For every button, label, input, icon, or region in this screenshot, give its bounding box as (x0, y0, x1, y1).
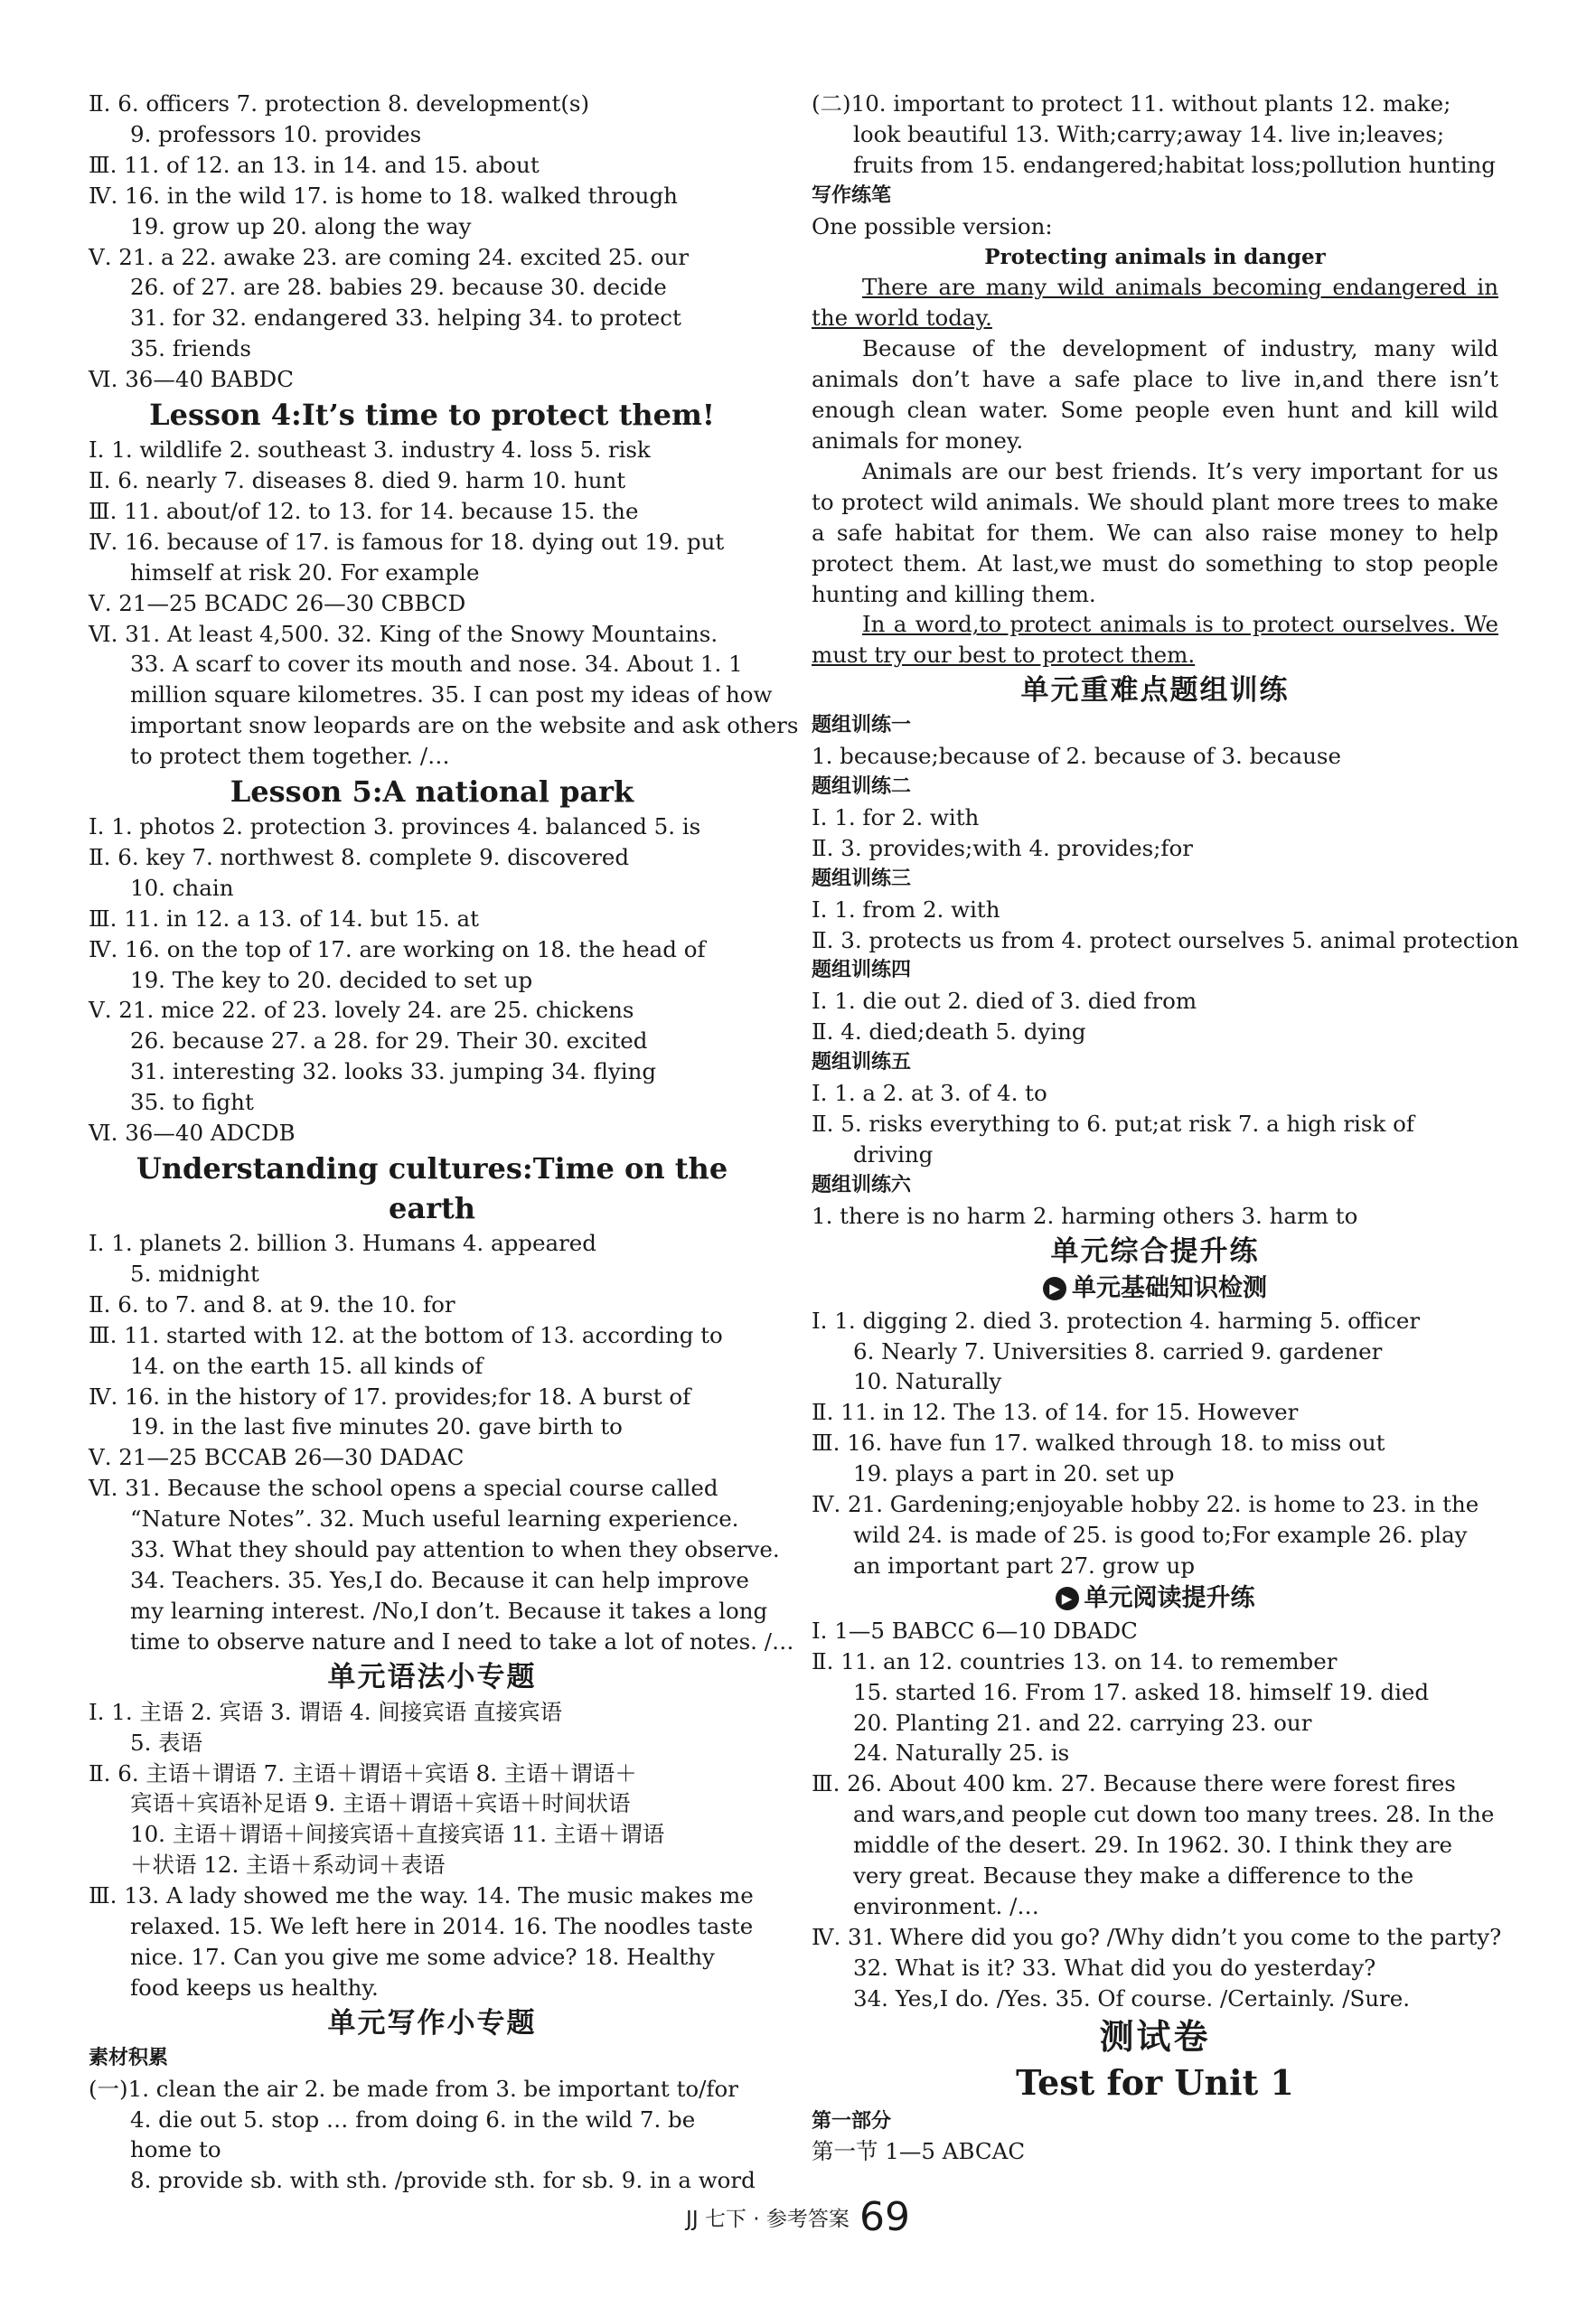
answer-line: Ⅱ. 11. an 12. countries 13. on 14. to remember (812, 1647, 1338, 1674)
answer-line: Ⅵ. 31. At least 4,500. 32. King of the Snowy Mountains. (89, 620, 718, 647)
answer-line: 33. What they should pay attention to when they observe. (130, 1536, 780, 1563)
answer-line: 10. Naturally (853, 1368, 1002, 1395)
answer-line: Ⅰ. 1. photos 2. protection 3. provinces 4. balanced 5. is (89, 813, 701, 840)
answer-line: wild 24. is made of 25. is good to;For example 26. play (853, 1521, 1468, 1548)
answer-line: food keeps us healthy. (130, 1974, 379, 2001)
group-heading: 素材积累 (89, 2046, 169, 2069)
play-icon: ▶ (1043, 1277, 1066, 1300)
right-column (812, 89, 1519, 2167)
answer-line: himself at risk 20. For example (130, 558, 480, 586)
answer-line: 19. grow up 20. along the way (130, 212, 472, 239)
answer-line: 31. interesting 32. looks 33. jumping 34. flying (130, 1058, 657, 1085)
answer-line: 6. Nearly 7. Universities 8. carried 9. gardener (853, 1337, 1383, 1365)
answer-line: Ⅱ. 4. died;death 5. dying (812, 1018, 1086, 1046)
group-heading: 题组训练二 (812, 775, 912, 799)
answer-line: an important part 27. grow up (853, 1552, 1196, 1579)
answer-line: important snow leopards are on the website and ask others (130, 712, 799, 739)
subsection-heading (812, 1581, 1498, 1616)
answer-line: Ⅳ. 16. in the wild 17. is home to 18. walked through (89, 182, 678, 209)
answer-line: 19. The key to 20. decided to set up (130, 966, 533, 993)
answer-line: 19. plays a part in 20. set up (853, 1460, 1175, 1487)
answer-line: Ⅵ. 36—40 BABDC (89, 366, 294, 393)
answer-line: very great. Because they make a difference to the (853, 1862, 1414, 1890)
answer-line: driving (853, 1140, 934, 1168)
answer-line: Ⅰ. 1. planets 2. billion 3. Humans 4. appeared (89, 1230, 596, 1256)
answer-line: ＋状语 12. 主语＋系动词＋表语 (130, 1852, 446, 1879)
answer-line: 34. Teachers. 35. Yes,I do. Because it can help improve (130, 1566, 749, 1593)
subsection-title: 单元基础知识检测 (1072, 1273, 1267, 1302)
answer-line: 31. for 32. endangered 33. helping 34. to protect (130, 305, 681, 332)
answer-line: 24. Naturally 25. is (853, 1740, 1070, 1767)
subsection-title: 单元阅读提升练 (1084, 1583, 1255, 1612)
essay-title: Protecting animals in danger (984, 244, 1326, 269)
answer-line: Ⅱ. 3. provides;with 4. provides;for (812, 834, 1193, 861)
answer-line: Ⅰ. 1. 主语 2. 宾语 3. 谓语 4. 间接宾语 直接宾语 (89, 1698, 563, 1725)
answer-line: Ⅲ. 11. in 12. a 13. of 14. but 15. at (89, 905, 479, 932)
answer-line: Ⅰ. 1. wildlife 2. southeast 3. industry 4. loss 5. risk (89, 436, 651, 464)
answer-line: Ⅱ. 6. nearly 7. diseases 8. died 9. harm 10. hunt (89, 466, 626, 493)
answer-line: Ⅱ. 6. to 7. and 8. at 9. the 10. for (89, 1290, 455, 1318)
answer-line: Ⅲ. 26. About 400 km. 27. Because there were forest fires (812, 1770, 1456, 1797)
answer-line: Ⅳ. 21. Gardening;enjoyable hobby 22. is home to 23. in the (812, 1491, 1479, 1518)
answer-line: Ⅲ. 11. started with 12. at the bottom of 13. according to (89, 1321, 723, 1348)
group-heading: 题组训练六 (812, 1173, 912, 1196)
answer-line: 1. there is no harm 2. harming others 3. harm to (812, 1202, 1358, 1229)
lesson-heading: Lesson 5:A national park (230, 774, 634, 810)
left-column (89, 89, 799, 2196)
answer-line: 4. die out 5. stop … from doing 6. in the wild 7. be (130, 2106, 696, 2133)
group-heading: 写作练笔 (812, 183, 892, 207)
answer-line: Ⅰ. 1. from 2. with (812, 896, 1000, 923)
answer-line: Ⅴ. 21—25 BCCAB 26—30 DADAC (89, 1444, 465, 1471)
group-heading: 第一部分 (812, 2109, 892, 2133)
answer-line: Ⅱ. 6. 主语＋谓语 7. 主语＋谓语＋宾语 8. 主语＋谓语＋ (89, 1759, 637, 1787)
essay-paragraph: There are many wild animals becoming endangered in the world today. (812, 274, 1498, 332)
answer-line: 5. 表语 (130, 1729, 203, 1756)
answer-line: 35. friends (130, 335, 251, 362)
answer-line: 14. on the earth 15. all kinds of (130, 1352, 483, 1379)
answer-line: Ⅰ. 1. digging 2. died 3. protection 4. harming 5. officer (812, 1307, 1421, 1334)
lesson-heading: Understanding cultures:Time on the earth (136, 1151, 728, 1225)
answer-line: 8. provide sb. with sth. /provide sth. for sb. 9. in a word (130, 2167, 756, 2194)
answer-line: 10. 主语＋谓语＋间接宾语＋直接宾语 11. 主语＋谓语 (130, 1821, 665, 1848)
section-heading: 单元语法小专题 (327, 1660, 537, 1693)
essay-paragraph: In a word,to protect animals is to protect ourselves. We must try our best to protect them. (812, 611, 1498, 669)
answer-line: (一)1. clean the air 2. be made from 3. be important to/for (89, 2075, 738, 2102)
lesson-heading: Lesson 4:It’s time to protect them! (149, 398, 715, 433)
answer-line: 19. in the last five minutes 20. gave birth to (130, 1413, 623, 1440)
group-heading: 题组训练三 (812, 867, 912, 890)
answer-line: 第一节 1—5 ABCAC (812, 2138, 1026, 2165)
answer-line: middle of the desert. 29. In 1962. 30. I think they are (853, 1832, 1453, 1859)
essay-paragraph: Because of the development of industry, many wild animals don’t have a safe place to live in,and there isn’t enough clean water. Some people even hunt and kill wild animals for money. (812, 335, 1498, 454)
answer-line: 5. midnight (130, 1260, 259, 1287)
answer-line: 1. because;because of 2. because of 3. because (812, 743, 1341, 770)
answer-line: 32. What is it? 33. What did you do yesterday? (853, 1954, 1376, 1981)
answer-line: 26. because 27. a 28. for 29. Their 30. excited (130, 1027, 648, 1055)
section-heading: 单元重难点题组训练 (1020, 674, 1290, 708)
answer-line: Ⅲ. 13. A lady showed me the way. 14. The music makes me (89, 1882, 754, 1909)
answer-line: Ⅵ. 36—40 ADCDB (89, 1120, 296, 1147)
answer-line: Ⅴ. 21. mice 22. of 23. lovely 24. are 25. chickens (89, 997, 634, 1024)
answer-line: Ⅳ. 16. in the history of 17. provides;for 18. A burst of (89, 1383, 691, 1410)
answer-line: Ⅳ. 16. on the top of 17. are working on 18. the head of (89, 935, 706, 962)
answer-line: 34. Yes,I do. /Yes. 35. Of course. /Certainly. /Sure. (853, 1984, 1411, 2012)
answer-line: and wars,and people cut down too many trees. 28. In the (853, 1801, 1495, 1828)
answer-line: nice. 17. Can you give me some advice? 18. Healthy (130, 1943, 715, 1970)
answer-line: “Nature Notes”. 32. Much useful learning experience. (130, 1505, 739, 1533)
play-icon: ▶ (1056, 1587, 1079, 1610)
answer-line: home to (130, 2136, 221, 2163)
answer-line: my learning interest. /No,I don’t. Because it takes a long (130, 1597, 768, 1624)
answer-line: Ⅴ. 21. a 22. awake 23. are coming 24. excited 25. our (89, 243, 690, 270)
essay-paragraph: Animals are our best friends. It’s very important for us to protect wild animals. We should plant more trees to make a safe habitat for them. We can also raise money to help protect them. At last,we must do something to stop people hunting and killing them. (812, 457, 1498, 607)
page-footer (0, 2194, 1596, 2240)
group-heading: 题组训练四 (812, 959, 912, 982)
answer-line: Ⅱ. 5. risks everything to 6. put;at risk 7. a high risk of (812, 1111, 1414, 1137)
answer-line: 26. of 27. are 28. babies 29. because 30. decide (130, 274, 667, 301)
answer-line: 10. chain (130, 874, 234, 901)
answer-line: Ⅱ. 6. key 7. northwest 8. complete 9. discovered (89, 843, 630, 870)
test-heading: 测试卷 (1099, 2016, 1211, 2057)
answer-line: Ⅳ. 16. because of 17. is famous for 18. dying out 19. put (89, 528, 725, 555)
subsection-heading (812, 1271, 1498, 1306)
answer-line: Ⅰ. 1. die out 2. died of 3. died from (812, 988, 1197, 1015)
answer-line: 9. professors 10. provides (130, 120, 422, 147)
answer-line: Ⅰ. 1. a 2. at 3. of 4. to (812, 1080, 1047, 1107)
answer-line: 20. Planting 21. and 22. carrying 23. our (853, 1709, 1312, 1736)
answer-line: Ⅱ. 6. officers 7. protection 8. development(s) (89, 90, 590, 117)
answer-line: Ⅳ. 31. Where did you go? /Why didn’t you come to the party? (812, 1923, 1502, 1950)
answer-line: million square kilometres. 35. I can post my ideas of how (130, 681, 773, 708)
answer-line: Ⅲ. 11. of 12. an 13. in 14. and 15. about (89, 151, 540, 178)
answer-line: time to observe nature and I need to take a lot of notes. /… (130, 1627, 794, 1655)
answer-line: relaxed. 15. We left here in 2014. 16. The noodles taste (130, 1913, 754, 1940)
answer-line: environment. /… (853, 1892, 1039, 1919)
answer-line: to protect them together. /… (130, 743, 450, 770)
answer-line: Ⅰ. 1—5 BABCC 6—10 DBADC (812, 1617, 1138, 1644)
answer-line: Ⅵ. 31. Because the school opens a special course called (89, 1475, 718, 1502)
section-heading: 单元综合提升练 (1050, 1234, 1260, 1268)
group-heading: 题组训练五 (812, 1051, 912, 1074)
answer-line: 宾语＋宾语补足语 9. 主语＋谓语＋宾语＋时间状语 (130, 1790, 631, 1817)
answer-line: Ⅱ. 11. in 12. The 13. of 14. for 15. However (812, 1399, 1299, 1426)
answer-line: One possible version: (812, 212, 1053, 239)
answer-line: Ⅴ. 21—25 BCADC 26—30 CBBCD (89, 589, 466, 616)
answer-line: 35. to fight (130, 1089, 254, 1116)
answer-line: 33. A scarf to cover its mouth and nose. 34. About 1. 1 (130, 651, 743, 678)
group-heading: 题组训练一 (812, 714, 912, 737)
answer-line: Ⅱ. 3. protects us from 4. protect ourselves 5. animal protection (812, 926, 1519, 953)
answer-line: fruits from 15. endangered;habitat loss;pollution hunting (853, 151, 1496, 178)
answer-line: Ⅲ. 16. have fun 17. walked through 18. to miss out (812, 1430, 1385, 1457)
answer-line: 15. started 16. From 17. asked 18. himself 19. died (853, 1678, 1430, 1705)
test-unit-heading: Test for Unit 1 (1016, 2061, 1294, 2103)
footer-label: JJ 七下 · 参考答案 (686, 2208, 850, 2231)
answer-line: Ⅲ. 11. about/of 12. to 13. for 14. because 15. the (89, 497, 639, 524)
answer-line: Ⅰ. 1. for 2. with (812, 803, 980, 830)
answer-line: (二)10. important to protect 11. without plants 12. make; (812, 90, 1451, 117)
page-number: 69 (859, 2194, 910, 2240)
section-heading: 单元写作小专题 (327, 2006, 537, 2040)
answer-line: look beautiful 13. With;carry;away 14. live in;leaves; (853, 120, 1445, 147)
